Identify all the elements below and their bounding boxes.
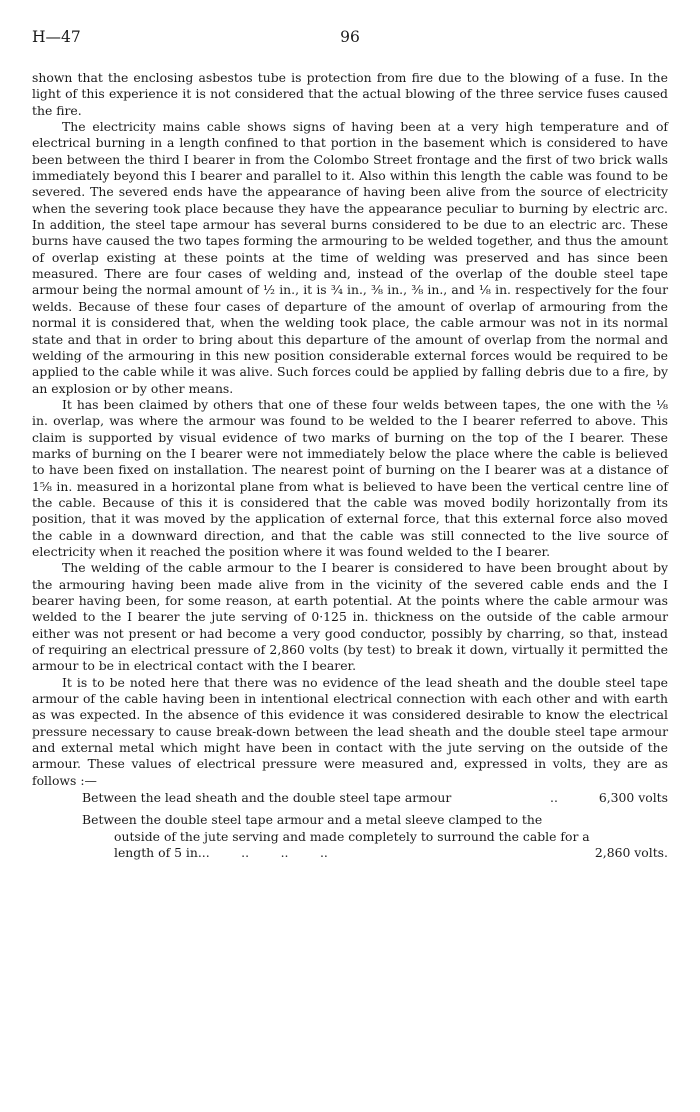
measurement-value: 6,300 volts — [598, 790, 668, 806]
measurement-item — [82, 790, 668, 806]
paragraph: shown that the enclosing asbestos tube is protection from fire due to the blowing of a fuse. In the light of this experience it is not considered that the actual blowing of the three service fuses caused the fire. — [32, 70, 668, 118]
measurement-description: Between the lead sheath and the double steel tape armour — [82, 790, 452, 806]
paragraph: It is to be noted here that there was no evidence of the lead sheath and the double steel tape armour of the cable having been in intentional electrical connection with each other and with earth as was expected. In the absence of this evidence it was considered desirable to know the electrical pressure necessary to cause break-down between the lead sheath and the double steel tape armour and external metal which might have been in contact with the jute serving on the outside of the armour. These values of electrical pressure were measured and, expressed in volts, they are as follows :— — [32, 674, 668, 788]
page-header — [32, 28, 668, 50]
measurement-description-text: Between the double steel tape armour and a metal sleeve clamped to the outside of the jute serving and made completely to surround the cable for a length of 5 in. — [82, 812, 590, 861]
body-text — [32, 70, 668, 862]
paragraph: The electricity mains cable shows signs of having been at a very high temperature and of electrical burning in a length confined to that portion in the basement which is considered to have been between the third I bearer in from the Colombo Street frontage and the first of two brick walls immediately beyond this I bearer and parallel to it. Also within this length the cable was found to be severed. The severed ends have the appearance of having been alive from the source of electricity when the severing took place because they have the appearance peculiar to burning by electric arc. In addition, the steel tape armour has several burns considered to be due to an electric arc. These burns have caused the two tapes forming the armouring to be welded together, and thus the amount of overlap existing at these points at the time of welding was preserved and has since been measured. There are four cases of welding and, instead of the overlap of the double steel tape armour being the normal amount of ½ in., it is ¾ in., ⅜ in., ⅜ in., and ⅛ in. respectively for the four welds. Because of these four cases of departure of the amount of overlap of armouring from the normal it is considered that, when the welding took place, the cable armour was not in its normal state and that in order to bring about this departure of the amount of overlap from the normal and welding of the armouring in this new position considerable external forces would be required to be applied to the cable while it was alive. Such forces could be applied by falling debris due to a fire, by an explosion or by other means. — [32, 119, 668, 396]
paragraph: The welding of the cable armour to the I bearer is considered to have been brought about by the armouring having been made alive from in the vicinity of the severed cable ends and the I bearer having been, for some reason, at earth potential. At the points where the cable armour was welded to the I bearer the jute serving of 0·125 in. thickness on the outside of the cable armour either was not present or had become a very good conductor, possibly by charring, so that, instead of requiring an electrical pressure of 2,860 volts (by test) to break it down, virtually it permitted the armour to be in electrical contact with the I bearer. — [32, 560, 668, 674]
measurement-list — [82, 790, 668, 861]
paragraph: It has been claimed by others that one of these four welds between tapes, the one with the ⅛ in. overlap, was where the armour was found to be welded to the I bearer referred to above. This claim is supported by visual evidence of two marks of burning on the top of the I bearer. These marks of burning on the I bearer were not immediately below the place where the cable is believed to have been fixed on installation. The nearest point of burning on the I bearer was at a distance of 1⅝ in. measured in a horizontal plane from what is believed to have been the vertical centre line of the cable. Because of this it is considered that the cable was moved bodily horizontally from its position, that it was moved by the application of external force, that this external force also moved the cable in a downward direction, and that the cable was still connected to the live source of electricity when it reached the position where it was found welded to the I bearer. — [32, 396, 668, 559]
measurement-value: 2,860 volts. — [594, 845, 668, 861]
measurement-leader: .. — [550, 790, 558, 806]
page-number: 96 — [340, 28, 360, 46]
document-code: H—47 — [32, 28, 81, 46]
measurement-item — [82, 812, 668, 861]
measurement-leader: .. .. .. .. — [201, 845, 328, 861]
measurement-description — [82, 812, 590, 861]
